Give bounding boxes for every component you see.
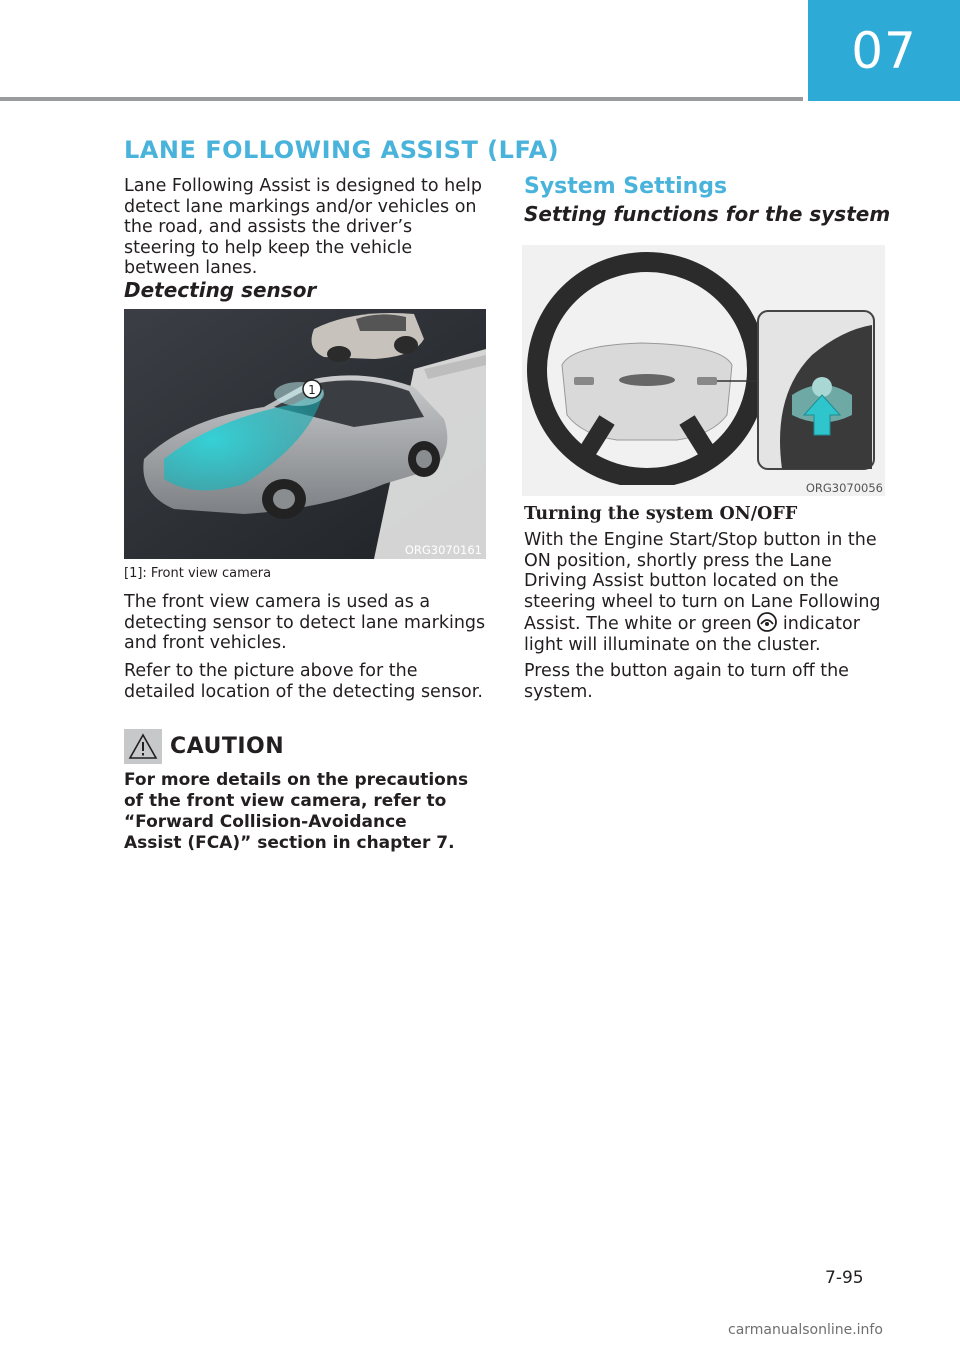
sensor-paragraph-1: The front view camera is used as a detecting sensor to detect lane markings and front vehicles. [124,592,486,653]
detecting-sensor-heading: Detecting sensor [124,278,317,302]
figure-code-1: ORG3070161 [404,543,482,557]
car-illustration [124,309,486,559]
on-off-heading: Turning the system ON/OFF [524,504,798,524]
chapter-number: 07 [851,21,917,80]
camera-callout [303,380,321,398]
steering-wheel-illustration [522,245,885,485]
caution-text: For more details on the precautions of the front view camera, refer to “Forward Collision-Avoidance Assist (FCA)” section in chapter 7. [124,770,469,853]
detecting-sensor-figure [124,309,486,559]
on-off-text-part1: With the Engine Start/Stop button in the ON position, shortly press the Lane Driving Assist button located on the steering wheel to turn on Lane Following Assist. The white or green [524,530,881,634]
sensor-paragraph-2: Refer to the picture above for the detailed location of the detecting sensor. [124,661,483,702]
steering-wheel-figure [522,245,885,496]
section-title: LANE FOLLOWING ASSIST (LFA) [124,136,560,164]
system-settings-title: System Settings [524,174,728,199]
chapter-tab [808,0,960,101]
intro-paragraph: Lane Following Assist is designed to help detect lane markings and/or vehicles on the road, and assists the driver’s steering to help keep the vehicle between lanes. [124,176,483,278]
figure-caption: [1]: Front view camera [124,566,272,581]
page-number: 7-95 [825,1268,864,1288]
watermark: carmanualsonline.info [728,1322,883,1338]
figure-code-2: ORG3070056 [805,481,883,495]
header-rule [0,97,803,101]
callout-number: 1 [308,383,316,397]
warning-triangle-icon [124,729,162,764]
caution-title: CAUTION [170,734,285,759]
turn-off-paragraph: Press the button again to turn off the system. [524,661,849,702]
system-settings-subtitle: Setting functions for the system [524,202,891,226]
on-off-paragraph [524,530,884,655]
on-off-text-part2: indicator light will illuminate on the cluster. [524,614,860,655]
lane-following-indicator-icon [757,612,777,632]
